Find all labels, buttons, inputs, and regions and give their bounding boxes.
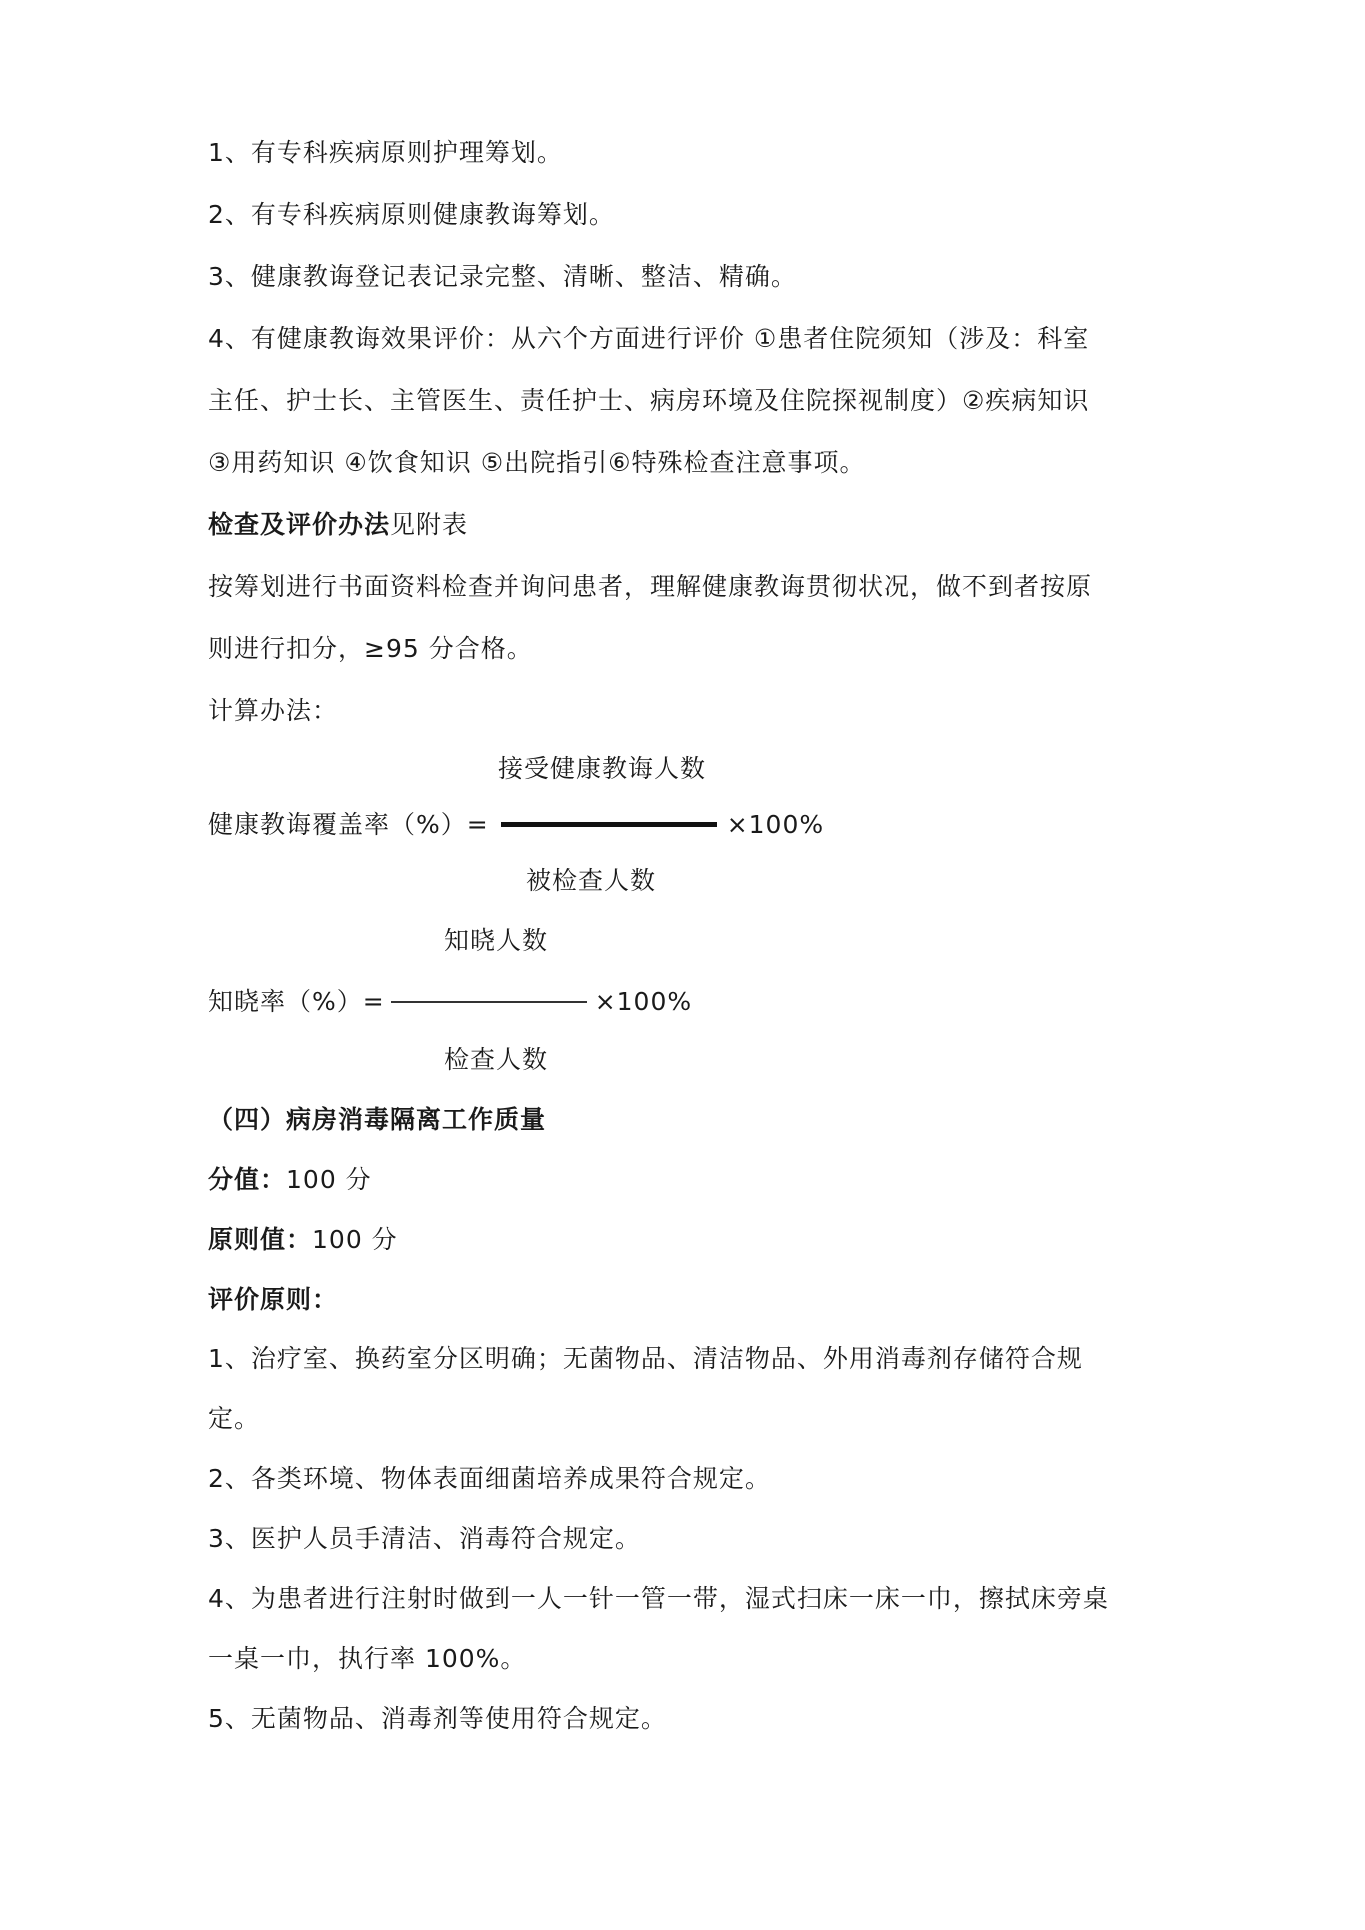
criteria-1-line-1: 1、治疗室、换药室分区明确；无菌物品、清洁物品、外用消毒剂存储符合规 — [208, 1344, 1083, 1373]
formula2-numerator: 知晓人数 — [444, 926, 549, 955]
standard-line — [208, 1224, 398, 1255]
formula2 — [208, 986, 692, 1017]
criteria-2: 2、各类环境、物体表面细菌培养成果符合规定。 — [208, 1464, 771, 1493]
score-label: 分值： — [208, 1165, 287, 1194]
item-1: 1、有专科疾病原则护理筹划。 — [208, 138, 563, 167]
standard-value: 100 分 — [312, 1225, 398, 1254]
section-title: （四）病房消毒隔离工作质量 — [208, 1105, 547, 1134]
standard-label: 原则值： — [208, 1225, 313, 1254]
formula1-numerator: 接受健康教诲人数 — [498, 754, 707, 783]
method-heading-rest: 见附表 — [390, 510, 469, 539]
formula1-fraction-bar — [501, 822, 717, 827]
method-text-line-2: 则进行扣分，≥95 分合格。 — [208, 634, 533, 663]
formula2-fraction-bar — [391, 1001, 587, 1003]
criteria-4-line-2: 一桌一巾，执行率 100%。 — [208, 1644, 527, 1673]
item-2: 2、有专科疾病原则健康教诲筹划。 — [208, 200, 615, 229]
method-heading-bold: 检查及评价办法 — [208, 510, 391, 539]
formula1-right: ×100% — [726, 810, 825, 839]
formula2-right: ×100% — [594, 987, 693, 1016]
criteria-1-line-2: 定。 — [208, 1404, 261, 1433]
item-4-line-1: 4、有健康教诲效果评价：从六个方面进行评价 ①患者住院须知（涉及：科室 — [208, 324, 1090, 353]
score-value: 100 分 — [286, 1165, 372, 1194]
formula1-left: 健康教诲覆盖率（%）= — [208, 810, 489, 839]
method-heading — [208, 509, 468, 540]
method-text-line-1: 按筹划进行书面资料检查并询问患者，理解健康教诲贯彻状况，做不到者按原 — [208, 572, 1093, 601]
score-line — [208, 1164, 372, 1195]
formula1 — [208, 809, 824, 840]
item-3: 3、健康教诲登记表记录完整、清晰、整洁、精确。 — [208, 262, 797, 291]
calc-label: 计算办法： — [208, 696, 339, 725]
criteria-5: 5、无菌物品、消毒剂等使用符合规定。 — [208, 1704, 667, 1733]
item-4-line-2: 主任、护士长、主管医生、责任护士、病房环境及住院探视制度）②疾病知识 — [208, 386, 1090, 415]
criteria-3: 3、医护人员手清洁、消毒符合规定。 — [208, 1524, 641, 1553]
formula2-left: 知晓率（%）= — [208, 987, 385, 1016]
criteria-label: 评价原则： — [208, 1285, 339, 1314]
formula2-denominator: 检查人数 — [444, 1045, 549, 1074]
formula1-denominator: 被检查人数 — [526, 866, 657, 895]
criteria-4-line-1: 4、为患者进行注射时做到一人一针一管一带，湿式扫床一床一巾，擦拭床旁桌 — [208, 1584, 1109, 1613]
item-4-line-3: ③用药知识 ④饮食知识 ⑤出院指引⑥特殊检查注意事项。 — [208, 448, 866, 477]
